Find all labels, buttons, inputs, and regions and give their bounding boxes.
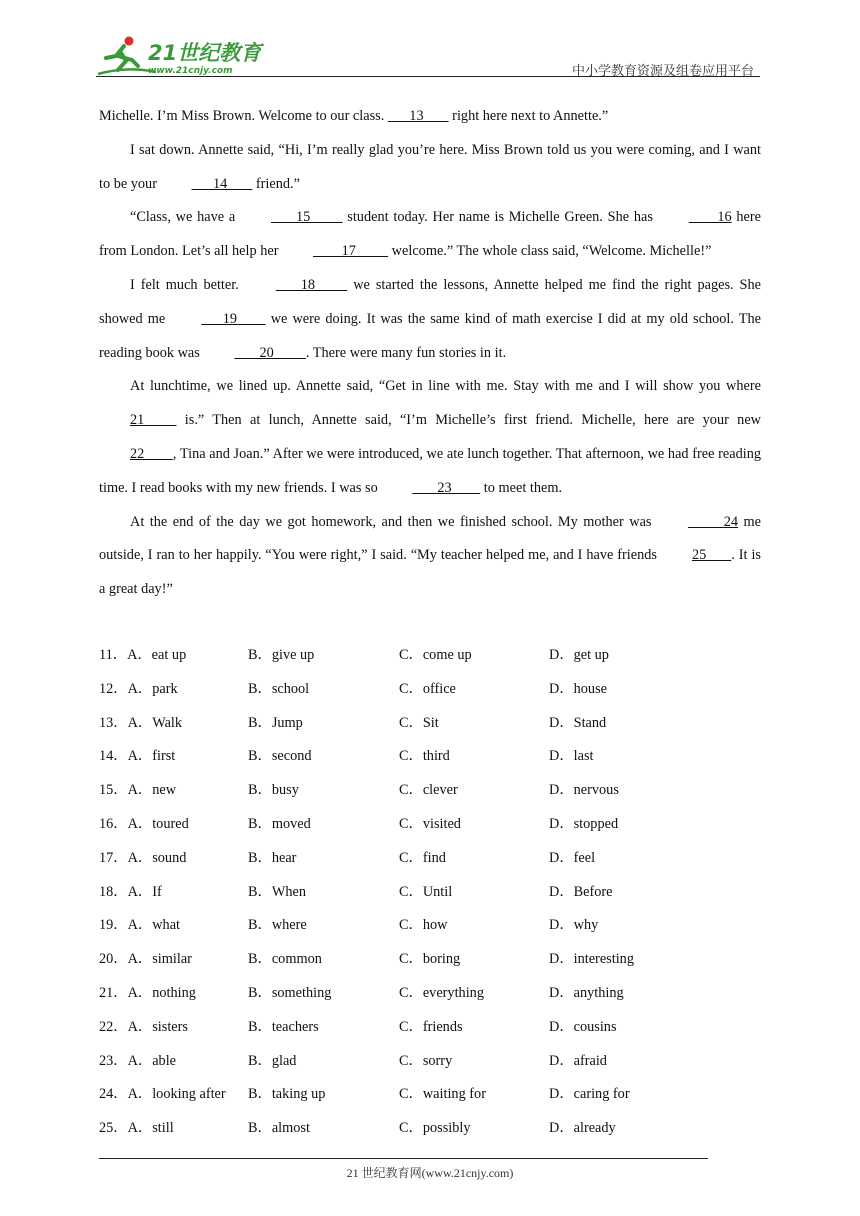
option-d: D．caring for [549, 1086, 630, 1103]
passage-text: me outside, I ran to her happily. “You were right,” I said. “My teacher helped me, and I have friends [99, 513, 761, 564]
answer-blank: 21 [130, 412, 177, 429]
option-a: 11．A．eat up [99, 647, 187, 663]
question-options-row [99, 808, 761, 842]
question-options-row [99, 774, 761, 808]
passage-text: right here next to Annette.” [448, 108, 609, 124]
option-b: B．something [248, 984, 332, 1001]
question-options-row [99, 876, 761, 910]
option-b: B．moved [248, 815, 311, 832]
option-b: B．hear [248, 849, 297, 866]
option-b: B．school [248, 680, 310, 697]
question-options-row [99, 673, 761, 707]
option-c: C．how [399, 917, 448, 934]
option-b: B．When [248, 883, 306, 900]
option-a: 20．A．similar [99, 951, 192, 968]
passage-text: welcome.” The whole class said, “Welcome. Michelle!” [388, 243, 712, 260]
question-options-row [99, 1011, 761, 1045]
option-d: D．last [549, 748, 594, 765]
answer-blank: 20 [234, 344, 306, 361]
options-list [99, 639, 761, 1146]
question-options-row [99, 707, 761, 741]
option-c: C．friends [399, 1018, 463, 1035]
option-b: B．almost [248, 1120, 310, 1137]
option-d: D．Stand [549, 714, 607, 731]
question-options-row [99, 909, 761, 943]
passage-text: to meet them. [480, 479, 563, 496]
passage-text: we were doing. It was the same kind of math exercise I did at my old school. The reading book was [99, 310, 761, 361]
footer-source: 21 世纪教育网(www.21cnjy.com) [346, 1166, 514, 1180]
passage-text: At the end of the day we got homework, and then we finished school. My mother was [130, 513, 657, 530]
option-c: C．Sit [399, 714, 439, 731]
option-b: B．where [248, 917, 307, 934]
option-a: 12．A．park [99, 680, 178, 697]
option-c: C．boring [399, 951, 461, 968]
option-b: B．teachers [248, 1018, 319, 1035]
footer-divider [99, 1158, 708, 1159]
passage-paragraph [99, 134, 761, 202]
option-c: C．waiting for [399, 1086, 486, 1103]
option-d: D．why [549, 917, 599, 934]
passage-text: we started the lessons, Annette helped me find the right pages. She showed me [99, 276, 761, 327]
option-d: D．house [549, 680, 607, 697]
option-d: D．cousins [549, 1018, 617, 1035]
passage-paragraph [99, 201, 761, 269]
option-a: 13．A．Walk [99, 714, 183, 731]
passage-paragraph [99, 506, 761, 607]
option-a: 24．A．looking after [99, 1086, 226, 1103]
option-a: 21．A．nothing [99, 984, 196, 1001]
answer-blank: 23 [412, 479, 481, 496]
option-d: D．Before [549, 883, 613, 900]
passage-paragraph [99, 269, 761, 370]
option-c: C．third [399, 748, 450, 765]
answer-blank: 22 [130, 445, 173, 462]
question-options-row [99, 740, 761, 774]
header-platform-label: 中小学教育资源及组卷应用平台 [571, 64, 754, 79]
option-b: B．glad [248, 1052, 297, 1069]
option-c: C．office [399, 680, 456, 697]
option-b: B．busy [248, 782, 299, 799]
option-c: C．sorry [399, 1052, 453, 1069]
option-a: 17．A．sound [99, 849, 187, 866]
option-a: 25．A．still [99, 1120, 174, 1137]
option-d: D．afraid [549, 1052, 607, 1069]
question-options-row [99, 1078, 761, 1112]
option-c: C．possibly [399, 1120, 471, 1137]
option-b: B．give up [248, 647, 315, 663]
option-a: 14．A．first [99, 748, 176, 765]
option-a: 19．A．what [99, 917, 181, 934]
header-divider [96, 76, 760, 77]
answer-blank: 19 [201, 310, 266, 327]
question-options-row [99, 977, 761, 1011]
passage-text: . It is a great day!” [99, 547, 761, 598]
option-d: D．get up [549, 647, 609, 663]
passage-text: I felt much better. [130, 276, 245, 293]
answer-blank: 18 [275, 276, 348, 293]
answer-blank: 24 [687, 513, 739, 530]
question-options-row [99, 1112, 761, 1146]
answer-blank: 14 [191, 175, 253, 192]
question-options-row [99, 639, 761, 673]
passage-text: “Class, we have a [130, 209, 241, 226]
option-a: 15．A．new [99, 782, 177, 799]
option-a: 16．A．toured [99, 815, 189, 832]
logo-url: www.21cnjy.com [148, 66, 233, 76]
option-a: 18．A．If [99, 883, 162, 900]
question-options-row [99, 943, 761, 977]
option-c: C．find [399, 849, 446, 866]
option-d: D．feel [549, 849, 596, 866]
option-b: B．taking up [248, 1086, 326, 1103]
passage-text: At lunchtime, we lined up. Annette said, “Get in line with me. Stay with me and I will show you where [130, 378, 761, 395]
answer-blank: 17 [313, 243, 389, 260]
logo-21cnjy [96, 34, 266, 78]
passage-text: student today. Her name is Michelle Green. She has [342, 209, 658, 226]
passage-paragraph [99, 100, 761, 134]
passage-text: Michelle. I’m Miss Brown. Welcome to our class. [99, 108, 388, 124]
option-d: D．stopped [549, 815, 619, 832]
option-c: C．clever [399, 782, 458, 799]
option-a: 22．A．sisters [99, 1018, 188, 1035]
passage-text: here from London. Let’s all help her [99, 209, 761, 260]
option-c: C．come up [399, 647, 472, 663]
passage-text: I sat down. Annette said, “Hi, I’m really glad you’re here. Miss Brown told us you were coming, and I want to be your [99, 141, 761, 192]
passage [99, 100, 761, 607]
passage-paragraph [99, 370, 761, 505]
passage-text: . There were many fun stories in it. [305, 344, 507, 361]
option-c: C．Until [399, 883, 453, 900]
option-a: 23．A．able [99, 1052, 177, 1069]
option-d: D．nervous [549, 782, 619, 799]
passage-text: friend.” [252, 175, 300, 192]
option-b: B．Jump [248, 714, 303, 731]
option-c: C．everything [399, 984, 484, 1001]
passage-text: is.” Then at lunch, Annette said, “I’m Michelle’s first friend. Michelle, here are your new [176, 412, 761, 429]
answer-blank: 16 [688, 209, 732, 226]
option-c: C．visited [399, 815, 461, 832]
option-d: D．anything [549, 984, 624, 1001]
page-header [96, 34, 760, 78]
option-b: B．common [248, 951, 322, 968]
option-d: D．already [549, 1120, 616, 1137]
option-d: D．interesting [549, 951, 634, 968]
answer-blank: 13 [387, 108, 449, 124]
question-options-row [99, 842, 761, 876]
option-b: B．second [248, 748, 312, 765]
answer-blank: 25 [691, 547, 732, 564]
logo-text: 21世纪教育 [148, 41, 262, 65]
question-options-row [99, 1045, 761, 1079]
answer-blank: 15 [271, 209, 343, 226]
passage-text: , Tina and Joan.” After we were introduced, we ate lunch together. That afternoon, we had free reading time. I read books with my new friends. I was so [99, 445, 761, 496]
